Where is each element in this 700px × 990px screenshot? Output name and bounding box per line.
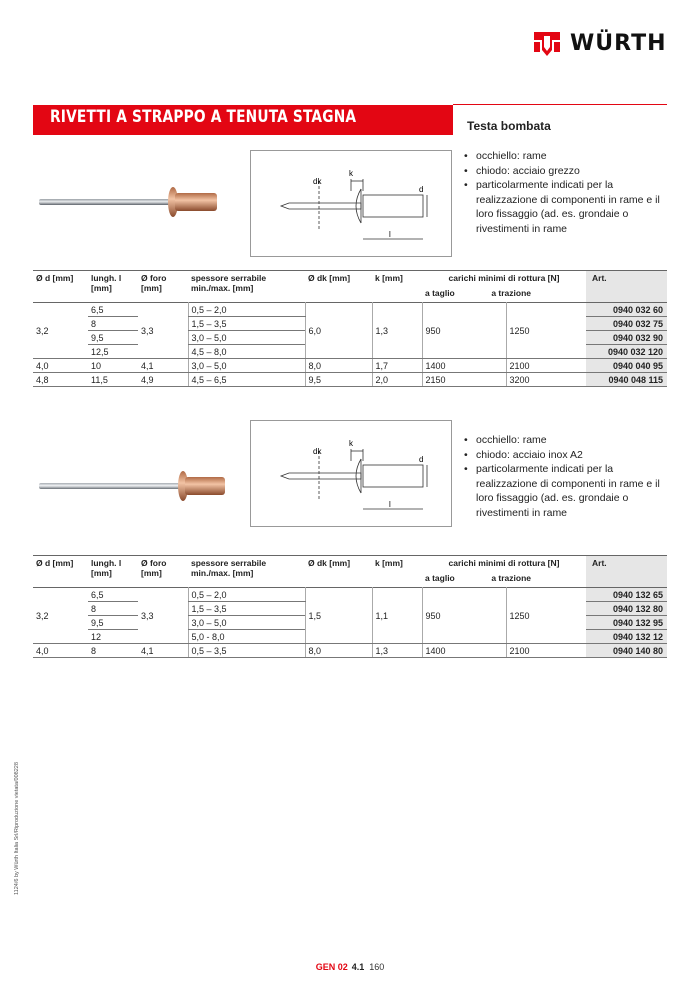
table-row: 12,5 4,5 – 8,0 0940 032 120 [33,345,667,359]
table-row: 3,2 6,5 3,3 0,5 – 2,0 1,5 1,1 950 1250 0940 132 65 [33,588,667,602]
feature-list-1 [462,149,667,236]
page-footer [0,962,700,972]
header-dk: Ø dk [mm] [308,273,351,283]
table-row: 4,8 11,5 4,9 4,5 – 6,5 9,5 2,0 2150 3200 0940 048 115 [33,373,667,387]
article-number: 0940 132 12 [586,630,667,644]
diagram-label-dk: dk [313,447,322,456]
article-number: 0940 132 95 [586,616,667,630]
article-number: 0940 048 115 [586,373,667,387]
brand-name: WÜRTH [570,30,667,56]
header-grip: spessore serrabile min./max. [mm] [191,558,267,578]
feature-item: • chiodo: acciaio inox A2 [462,448,667,463]
diagram-label-l: l [389,230,391,239]
header-length: lungh. l [mm] [91,558,122,578]
feature-item: • particolarmente indicati per la realizzazione di componenti in rame e il loro fissaggio (ad. es. grondaie o rivestimenti in rame [462,178,667,236]
article-number: 0940 132 65 [586,588,667,602]
page-subtitle: Testa bombata [467,119,551,133]
header-length: lungh. l [mm] [91,273,122,293]
header-grip: spessore serrabile min./max. [mm] [191,273,267,293]
spec-table-1 [33,270,667,387]
header-dk: Ø dk [mm] [308,558,351,568]
table-row: 4,0 8 4,1 0,5 – 3,5 8,0 1,3 1400 2100 0940 140 80 [33,644,667,658]
table-row: 12 5,0 - 8,0 0940 132 12 [33,630,667,644]
header-k: k [mm] [375,558,403,568]
header-art: Art. [586,556,667,588]
diagram-label-d: d [419,185,424,194]
diagram-label-k: k [349,439,353,448]
rivet-dimension-diagram-1 [250,150,452,257]
copyright-note: 1124/6 by Würth Italia Srl/Riproduzione vietata/008228 [14,762,20,895]
page-title: RIVETTI A STRAPPO A TENUTA STAGNA [50,107,357,127]
article-number: 0940 132 80 [586,602,667,616]
header-art: Art. [586,271,667,303]
header-d: Ø d [mm] [36,273,74,283]
feature-item: • occhiello: rame [462,433,667,448]
feature-item: • particolarmente indicati per la realizzazione di componenti in rame e il loro fissaggio (ad. es. grondaie o rivestimenti in rame [462,462,667,520]
header-hole: Ø foro [mm] [141,558,167,578]
article-number: 0940 032 60 [586,303,667,317]
spec-table-2 [33,555,667,658]
article-number: 0940 140 80 [586,644,667,658]
header-hole: Ø foro [mm] [141,273,167,293]
rivet-photo-copper-inox [35,462,235,512]
footer-section: GEN 02 [315,962,348,972]
article-number: 0940 032 120 [586,345,667,359]
diagram-label-d: d [419,455,424,464]
diagram-label-l: l [389,500,391,509]
header-loads: carichi minimi di rottura [N] a taglio a trazione [425,273,560,298]
title-rule [453,104,667,105]
article-number: 0940 032 90 [586,331,667,345]
diagram-label-dk: dk [313,177,322,186]
rivet-dimension-diagram-2 [250,420,452,527]
feature-item: • occhiello: rame [462,149,667,164]
rivet-photo-copper-steel [35,178,235,228]
table-row: 8 1,5 – 3,5 0940 032 75 [33,317,667,331]
feature-list-2 [462,433,667,520]
header-k: k [mm] [375,273,403,283]
table-row: 9,5 3,0 – 5,0 0940 132 95 [33,616,667,630]
wurth-logo [532,28,667,58]
header-loads: carichi minimi di rottura [N] a taglio a trazione [425,558,560,583]
table-row: 9,5 3,0 – 5,0 0940 032 90 [33,331,667,345]
diagram-label-k: k [349,169,353,178]
article-number: 0940 040 95 [586,359,667,373]
header-d: Ø d [mm] [36,558,74,568]
wurth-logo-mark-icon [532,28,562,58]
table-row: 3,2 6,5 3,3 0,5 – 2,0 6,0 1,3 950 1250 0940 032 60 [33,303,667,317]
feature-item: • chiodo: acciaio grezzo [462,164,667,179]
table-row: 4,0 10 4,1 3,0 – 5,0 8,0 1,7 1400 2100 0940 040 95 [33,359,667,373]
table-row: 8 1,5 – 3,5 0940 132 80 [33,602,667,616]
article-number: 0940 032 75 [586,317,667,331]
footer-chapter: 4.1 [351,962,365,972]
page-number: 160 [369,962,385,972]
